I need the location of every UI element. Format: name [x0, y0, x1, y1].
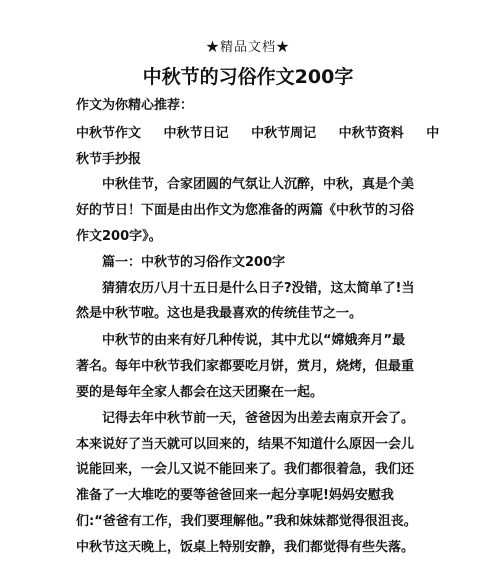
paragraph-line: 作文200字》。	[76, 229, 162, 244]
document-header-watermark: ★精品文档★	[205, 40, 290, 55]
paragraph-line: 中秋节这天晚上，饭桌上特别安静，我们都觉得有些失落。	[76, 540, 415, 555]
paragraph-line: 好的节日！下面是由出作文为您准备的两篇《中秋节的习俗	[76, 203, 415, 218]
category-link[interactable]: 中秋节作文	[76, 126, 142, 141]
paragraph-line: 们:“爸爸有工作，我们要理解他。”我和妹妹都觉得很沮丧。	[76, 514, 417, 529]
page-title: 中秋节的习俗作文200字	[142, 66, 354, 88]
paragraph-line: 中秋节的由来有好几种传说，其中尤以“嫦娥奔月”最	[102, 333, 406, 348]
paragraph-line: 著名。每年中秋节我们家都要吃月饼，赏月，烧烤，但最重	[76, 359, 415, 374]
section-heading: 篇一：中秋节的习俗作文200字	[102, 255, 286, 270]
paragraph-line: 说能回来，一会儿又说不能回来了。我们都很着急，我们还	[76, 462, 415, 477]
paragraph-line: 准备了一大堆吃的要等爸爸回来一起分享呢!妈妈安慰我	[76, 488, 394, 503]
paragraph-line: 猜猜农历八月十五日是什么日子?没错，这太简单了!当	[102, 281, 415, 296]
category-link-cont[interactable]: 秋节手抄报	[76, 152, 142, 167]
paragraph-line: 本来说好了当天就可以回来的，结果不知道什么原因一会儿	[76, 437, 415, 452]
paragraph-line: 然是中秋节啦。这也是我最喜欢的传统佳节之一。	[76, 306, 363, 321]
paragraph-line: 要的是每年全家人都会在这天团聚在一起。	[76, 385, 324, 400]
category-links	[76, 122, 439, 141]
intro-label: 作文为你精心推荐：	[76, 98, 194, 113]
category-link[interactable]: 中	[426, 126, 440, 141]
category-link[interactable]: 中秋节周记	[251, 126, 317, 141]
category-link[interactable]: 中秋节资料	[338, 126, 404, 141]
paragraph-line: 记得去年中秋节前一天，爸爸因为出差去南京开会了。	[102, 411, 415, 426]
paragraph-line: 中秋佳节，合家团圆的气氛让人沉醉，中秋，真是个美	[102, 177, 415, 192]
category-link[interactable]: 中秋节日记	[163, 126, 229, 141]
